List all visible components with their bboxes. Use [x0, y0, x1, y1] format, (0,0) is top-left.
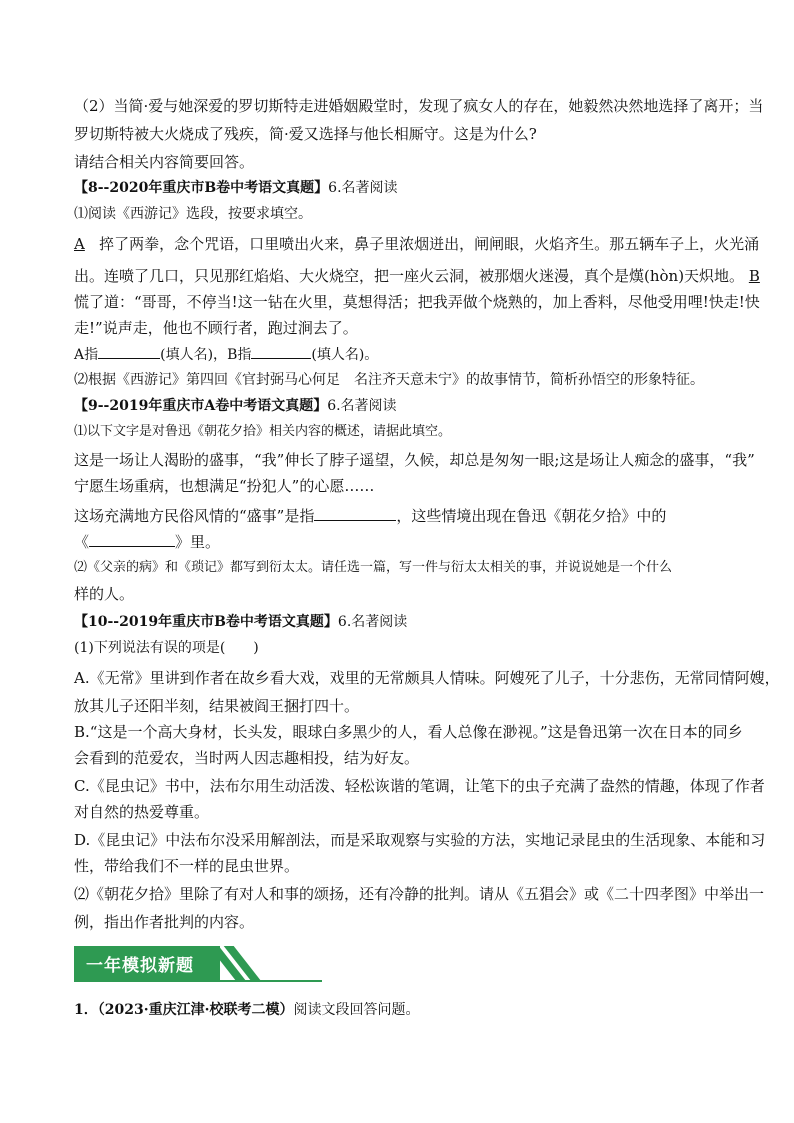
q1-heading [74, 1000, 419, 1020]
q10-option-a-line-2: 放其儿子还阳半刻，结果被阎王捆打四十。 [74, 697, 360, 715]
q8-heading-source: 【8--2020年重庆市B卷中考语文真题】 [74, 180, 329, 196]
q10-option-d-line-1: D.《昆虫记》中法布尔没采用解剖法，而是采取观察与实验的方法，实地记录昆虫的生活现象、本能和习 [74, 831, 766, 849]
q9-fill-line-1-b: ，这些情境出现在鲁迅《朝花夕拾》中的 [396, 507, 667, 525]
q9-part2-line-1: ⑵《父亲的病》和《琐记》都写到衍太太。请任选一篇，写一件与衍太太相关的事，并说说她是一个什么 [74, 560, 673, 575]
q10-option-b-line-1: B.“这是一个高大身材，长头发，眼球白多黑少的人，看人总像在渺视。”这是鲁迅第一次在日本的同乡 [74, 723, 743, 741]
q9-fill-line-2 [74, 530, 220, 554]
q8-fill-a-blank[interactable] [98, 344, 160, 359]
q9-heading-source: 【9--2019年重庆市A卷中考语文真题】 [74, 398, 328, 414]
q8-mark-a: A [74, 235, 85, 253]
q9-fill-blank-2[interactable] [89, 532, 175, 547]
q8-passage-line-1-text: 捽了两拳，念个咒语，口里喷出火来，鼻子里浓烟迸出，闸闸眼，火焰齐生。那五辆车子上，火光涌 [99, 235, 760, 253]
q8-passage-line-2-text: 出。连喷了几口，只见那红焰焰、大火烧空，把一座火云洞，被那烟火迷漫，真个是熯(hòn)天炽地。 [74, 267, 745, 285]
q10-option-c-line-1: C.《昆虫记》书中，法布尔用生动活泼、轻松诙谐的笔调，让笔下的虫子充满了盎然的情趣，体现了作者 [74, 777, 765, 795]
q8-heading-tail: 6.名著阅读 [328, 180, 398, 196]
q8-fill-b-label: B指 [227, 347, 252, 363]
q9-fill-line-2-a: 《 [74, 533, 90, 551]
q9-passage-line-1: 这是一场让人渴盼的盛事，“我”伸长了脖子遥望，久候，却总是匆匆一眼;这是场让人痴念的盛事，“我” [74, 451, 755, 469]
q1-number: 1． [74, 1002, 98, 1018]
q8-mark-b: B [748, 267, 760, 285]
section-banner [74, 946, 322, 984]
q1-source: （2023·重庆江津·校联考二模） [97, 1002, 294, 1018]
q9-heading-tail: 6.名著阅读 [327, 398, 397, 414]
q8-fill-a-label: A指 [74, 347, 99, 363]
section-banner-title: 一年模拟新题 [86, 956, 194, 976]
q10-option-b-line-2: 会看到的范爱农，当时两人因志趣相投，结为好友。 [74, 749, 420, 767]
section-banner-rule [74, 980, 322, 982]
question-prev-line-3: 请结合相关内容简要回答。 [74, 153, 255, 171]
q8-passage-line-4: 走!”说声走，他也不顾行者，跑过涧去了。 [74, 319, 358, 337]
q1-text: 阅读文段回答问题。 [293, 1002, 420, 1018]
q8-fill-a-hint: (填人名)， [160, 347, 228, 363]
q10-option-c-line-2: 对自然的热爱尊重。 [74, 803, 210, 821]
q8-heading [74, 178, 398, 198]
q9-fill-line-1 [74, 504, 666, 528]
q8-fill-line [74, 344, 378, 365]
q9-part1-prompt: ⑴以下文字是对鲁迅《朝花夕拾》相关内容的概述，请据此填空。 [74, 424, 452, 439]
q9-passage-line-2: 宁愿生场重病，也想满足“扮犯人”的心愿…… [74, 477, 375, 495]
q9-fill-line-1-a: 这场充满地方民俗风情的“盛事”是指 [74, 507, 315, 525]
question-prev-line-1: （2）当简·爱与她深爱的罗切斯特走进婚姻殿堂时，发现了疯女人的存在，她毅然决然地选择了离开；当 [74, 97, 764, 115]
q8-passage-line-3: 慌了道：“哥哥，不停当!这一钻在火里，莫想得活；把我弄做个烧熟的，加上香料，尽他受用哩!快走!快 [74, 293, 760, 311]
q10-heading-tail: 6.名著阅读 [337, 614, 408, 630]
q10-part2-line-1: ⑵《朝花夕拾》里除了有对人和事的颂扬，还有冷静的批判。请从《五猖会》或《二十四孝图》中举出一 [74, 885, 765, 903]
q8-fill-b-hint: (填人名)。 [311, 347, 379, 363]
q9-heading [74, 396, 397, 416]
q10-heading [74, 612, 407, 632]
q8-part1-prompt: ⑴阅读《西游记》选段，按要求填空。 [74, 206, 312, 222]
q10-part1-prompt: (1)下列说法有误的项是( ) [74, 640, 259, 656]
q8-fill-b-blank[interactable] [251, 344, 311, 359]
q8-passage-line-2 [74, 264, 760, 288]
q9-fill-line-2-b: 》里。 [175, 533, 221, 551]
question-prev-line-2: 罗切斯特被大火烧成了残疾，简·爱又选择与他长相厮守。这是为什么? [74, 125, 537, 143]
q8-passage-line-1 [74, 232, 759, 256]
q8-part2-prompt: ⑵根据《西游记》第四回《官封弼马心何足 名注齐天意未宁》的故事情节，简析孙悟空的形象特征。 [74, 372, 704, 388]
q9-fill-blank-1[interactable] [314, 506, 396, 521]
q9-part2-line-2: 样的人。 [74, 585, 135, 603]
q10-part2-line-2: 例，指出作者批判的内容。 [74, 913, 255, 931]
q10-option-d-line-2: 性，带给我们不一样的昆虫世界。 [74, 857, 300, 875]
q10-heading-source: 【10--2019年重庆市B卷中考语文真题】 [74, 614, 338, 630]
q10-option-a-line-1: A.《无常》里讲到作者在故乡看大戏，戏里的无常颇具人情味。阿嫂死了儿子，十分悲伤，无常同情阿嫂， [74, 669, 780, 687]
